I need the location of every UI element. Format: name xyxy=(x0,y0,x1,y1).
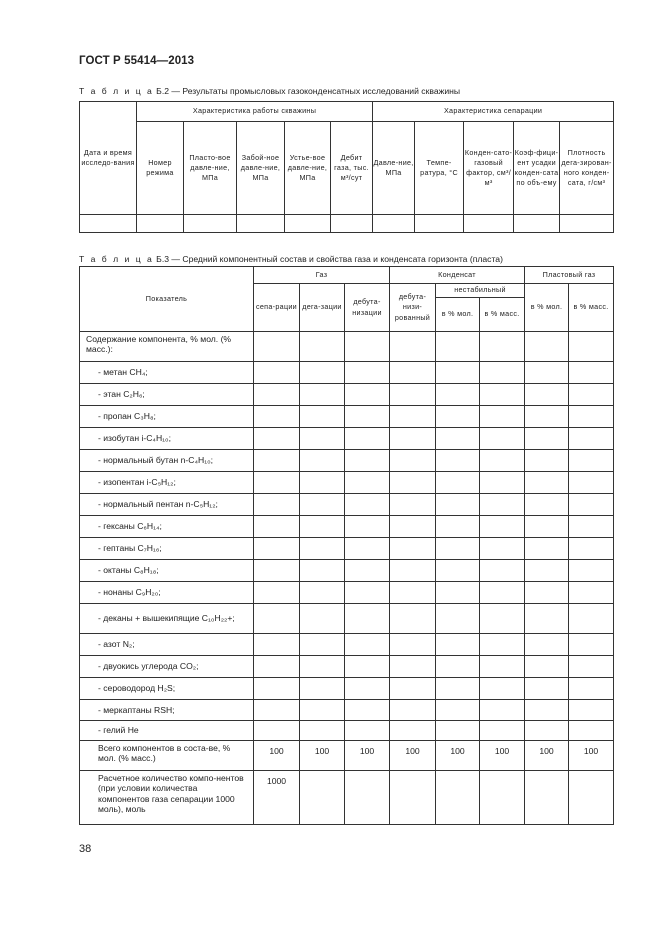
row-label: - гексаны C₆H₁₄; xyxy=(80,516,254,538)
row-label: - сероводород H₂S; xyxy=(80,678,254,700)
table-row xyxy=(80,700,614,721)
table-b2-label: Т а б л и ц а xyxy=(79,86,154,96)
table-row xyxy=(80,494,614,516)
row-label: Содержание компонента, % мол. (% масс.): xyxy=(80,332,254,362)
table-row xyxy=(80,450,614,472)
b3-col-reservoir-mol: в % мол. xyxy=(525,284,569,332)
total-value: 100 xyxy=(480,741,525,771)
row-label: - двуокись углерода CO₂; xyxy=(80,656,254,678)
row-label: - этан C₂H₆; xyxy=(80,384,254,406)
row-label: Всего компонентов в соста-ве, % мол. (% масс.) xyxy=(80,741,254,771)
b3-col-unstable-mol: в % мол. xyxy=(436,298,480,332)
table-row xyxy=(80,771,614,825)
b3-col-cond-unstable: нестабильный xyxy=(436,284,525,298)
b2-group-well: Характеристика работы скважины xyxy=(137,102,373,122)
b3-col-gas-degassing: дега-зации xyxy=(300,284,345,332)
page-number: 38 xyxy=(79,843,92,855)
table-row xyxy=(80,332,614,362)
table-row xyxy=(80,384,614,406)
row-label: - пропан C₃H₈; xyxy=(80,406,254,428)
row-label: - меркаптаны RSH; xyxy=(80,700,254,721)
b3-col-gas-debutanization: дебута-низации xyxy=(345,284,390,332)
table-b2 xyxy=(79,101,614,233)
table-row xyxy=(80,741,614,771)
row-label: - изобутан i-C₄H₁₀; xyxy=(80,428,254,450)
b3-col-unstable-mass: в % масс. xyxy=(480,298,525,332)
row-label: - изопентан i-C₅H₁₂; xyxy=(80,472,254,494)
table-row xyxy=(80,538,614,560)
table-b3-caption xyxy=(79,254,503,264)
b2-col-gas-rate: Дебит газа, тыс. м³/сут xyxy=(331,122,373,215)
table-row xyxy=(80,582,614,604)
row-label: - гелий He xyxy=(80,721,254,741)
document-standard-header: ГОСТ Р 55414—2013 xyxy=(79,55,195,67)
table-row xyxy=(80,678,614,700)
table-b3-label: Т а б л и ц а xyxy=(79,254,154,264)
row-label: - гептаны C₇H₁₆; xyxy=(80,538,254,560)
b3-col-gas-separation: сепа-рации xyxy=(254,284,300,332)
table-b3 xyxy=(79,266,614,825)
row-label: - нонаны C₉H₂₀; xyxy=(80,582,254,604)
b3-group-condensate: Конденсат xyxy=(390,267,525,284)
b2-col-condensate-factor: Конден-сато-газовый фактор, см³/м³ xyxy=(464,122,514,215)
b2-col-shrink-coef: Коэф-фици-ент усадки конден-сата по объ-ему xyxy=(514,122,560,215)
table-b3-title: Б.3 — Средний компонентный состав и свойства газа и конденсата горизонта (пласта) xyxy=(153,254,503,264)
table-row xyxy=(80,721,614,741)
total-value: 100 xyxy=(525,741,569,771)
b3-group-reservoir-gas: Пластовый газ xyxy=(525,267,614,284)
b2-col-degassed-density: Плотность дега-зирован-ного конден-сата, г/см³ xyxy=(560,122,614,215)
b3-col-cond-debutanized: дебута-низи-рованный xyxy=(390,284,436,332)
table-b2-title: Б.2 — Результаты промысловых газоконденсатных исследований скважины xyxy=(153,86,461,96)
row-label: - октаны C₈H₁₈; xyxy=(80,560,254,582)
table-row xyxy=(80,428,614,450)
row-label: - нормальный пентан n-C₅H₁₂; xyxy=(80,494,254,516)
b2-group-separation: Характеристика сепарации xyxy=(373,102,614,122)
b2-col-sep-pressure: Давле-ние, МПа xyxy=(373,122,415,215)
row-label: - нормальный бутан n-C₄H₁₀; xyxy=(80,450,254,472)
table-row xyxy=(80,516,614,538)
b2-col-bottom-pressure: Забой-ное давле-ние, МПа xyxy=(237,122,285,215)
table-row xyxy=(80,362,614,384)
total-value: 100 xyxy=(436,741,480,771)
table-row xyxy=(80,406,614,428)
b2-col-head-pressure: Устье-вое давле-ние, МПа xyxy=(285,122,331,215)
row-label: - азот N₂; xyxy=(80,634,254,656)
table-row xyxy=(80,656,614,678)
table-row xyxy=(80,560,614,582)
b3-col-reservoir-mass: в % масс. xyxy=(569,284,614,332)
b2-col-temperature: Темпе-ратура, °С xyxy=(415,122,464,215)
table-row xyxy=(80,472,614,494)
total-value: 100 xyxy=(390,741,436,771)
total-value: 100 xyxy=(569,741,614,771)
row-label: Расчетное количество компо-нентов (при условии количества компонентов газа сепарации 1000 моль), моль xyxy=(80,771,254,825)
calc-value: 1000 xyxy=(254,771,300,825)
table-b2-caption xyxy=(79,86,460,96)
table-row xyxy=(80,604,614,634)
row-label: - деканы + вышекипящие C₁₀H₂₂+; xyxy=(80,604,254,634)
b2-col-mode: Номер режима xyxy=(137,122,184,215)
total-value: 100 xyxy=(345,741,390,771)
table-row xyxy=(80,215,614,233)
total-value: 100 xyxy=(254,741,300,771)
row-label: - метан CH₄; xyxy=(80,362,254,384)
b2-col-reservoir-pressure: Пласто-вое давле-ние, МПа xyxy=(184,122,237,215)
b2-col-date: Дата и время исследо-вания xyxy=(80,102,137,215)
total-value: 100 xyxy=(300,741,345,771)
b3-group-gas: Газ xyxy=(254,267,390,284)
b3-col-indicator: Показатель xyxy=(80,267,254,332)
table-row xyxy=(80,634,614,656)
